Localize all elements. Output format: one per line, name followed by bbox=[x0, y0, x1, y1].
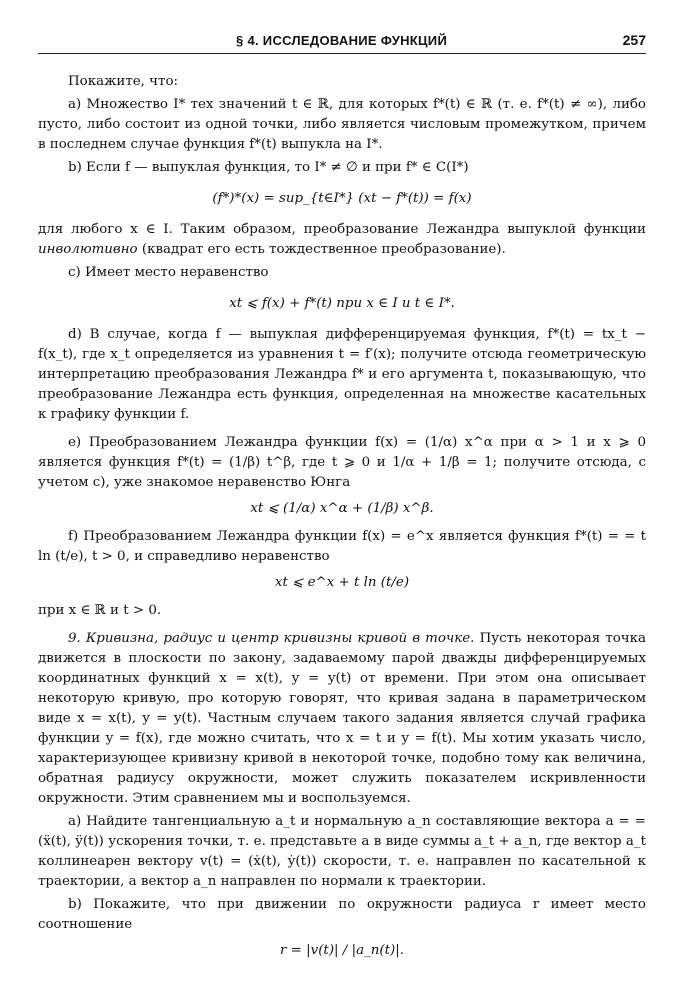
item-9-paragraph bbox=[38, 629, 646, 809]
formula-9b: r = |v(t)| / |a_n(t)|. bbox=[280, 943, 404, 958]
running-header bbox=[38, 30, 646, 54]
page bbox=[38, 30, 646, 969]
section-title: § 4. ИССЛЕДОВАНИЕ ФУНКЦИЙ bbox=[236, 33, 448, 48]
item-9-title: 9. Кривизна, радиус и центр кривизны кривой в точке. bbox=[68, 631, 475, 646]
after-f-text: при x ∈ ℝ и t > 0. bbox=[38, 603, 162, 618]
page-number: 257 bbox=[622, 32, 646, 48]
after-b-text bbox=[38, 220, 646, 260]
after-b-part2: (квадрат его есть тождественное преобразование). bbox=[141, 242, 506, 257]
formula-b: (f*)*(x) = sup_{t∈I*} (xt − f*(t)) = f(x) bbox=[212, 191, 472, 206]
formula-f: xt ⩽ e^x + t ln (t/e) bbox=[274, 575, 410, 590]
item-f-text: f) Преобразованием Лежандра функции f(x) = e^x является функция f*(t) = = t ln (t/e), t > 0, и справедливо неравенство bbox=[38, 529, 646, 564]
after-b-part1: для любого x ∈ I. Таким образом, преобразование Лежандра выпуклой функции bbox=[38, 222, 646, 237]
item-9b-text: b) Покажите, что при движении по окружности радиуса r имеет место соотношение bbox=[38, 897, 646, 932]
intro-text: Покажите, что: bbox=[68, 74, 179, 89]
item-c-text: c) Имеет место неравенство bbox=[68, 265, 269, 280]
item-d-text: d) В случае, когда f — выпуклая дифференцируемая функция, f*(t) = tx_t − f(x_t), где x_t определяется из уравнения t = f′(x); получите отсюда геометрическую интерпретацию преобразования Лежандра f* и его аргумента t, показывающую, что преобразование Лежандра есть функция, определенная на множестве касательных к графику функции f. bbox=[38, 327, 646, 422]
item-e-text: e) Преобразованием Лежандра функции f(x) = (1/α) x^α при α > 1 и x ⩾ 0 является функция f*(t) = (1/β) t^β, где t ⩾ 0 и 1/α + 1/β = 1; получите отсюда, с учетом c), уже знакомое неравенство Юнга bbox=[38, 435, 646, 490]
after-b-emphasis: инволютивно bbox=[38, 242, 138, 257]
item-9-text: Пусть некоторая точка движется в плоскости по закону, задаваемому парой дважды дифференцируемых координатных функций x = x(t), y = y(t) от времени. При этом она описывает некоторую кривую, про которую говорят, что кривая задана в параметрическом виде x = x(t), y = y(t). Частным случаем такого задания является случай графика функции y = f(x), где можно считать, что x = t и y = f(t). Мы хотим указать число, характеризующее кривизну кривой в некоторой точке, подобно тому как величина, обратная радиусу окружности, может служить показателем искривленности окружности. Этим сравнением мы и воспользуемся. bbox=[38, 631, 646, 806]
formula-e: xt ⩽ (1/α) x^α + (1/β) x^β. bbox=[250, 501, 434, 516]
item-9a-text: a) Найдите тангенциальную a_t и нормальную a_n составляющие вектора a = = (ẍ(t), ÿ(t)) ускорения точки, т. е. представьте a в виде суммы a_t + a_n, где вектор a_t коллинеарен вектору v(t) = (ẋ(t), ẏ(t)) скорости, т. е. направлен по касательной к траектории, а вектор a_n направлен по нормали к траектории. bbox=[38, 814, 646, 889]
formula-c: xt ⩽ f(x) + f*(t) при x ∈ I и t ∈ I*. bbox=[229, 296, 455, 311]
item-b-text: b) Если f — выпуклая функция, то I* ≠ ∅ и при f* ∈ C(I*) bbox=[68, 160, 469, 175]
item-a-text: a) Множество I* тех значений t ∈ ℝ, для которых f*(t) ∈ ℝ (т. е. f*(t) ≠ ∞), либо пусто, либо состоит из одной точки, либо является числовым промежутком, причем в последнем случае функция f*(t) выпукла на I*. bbox=[38, 97, 646, 152]
